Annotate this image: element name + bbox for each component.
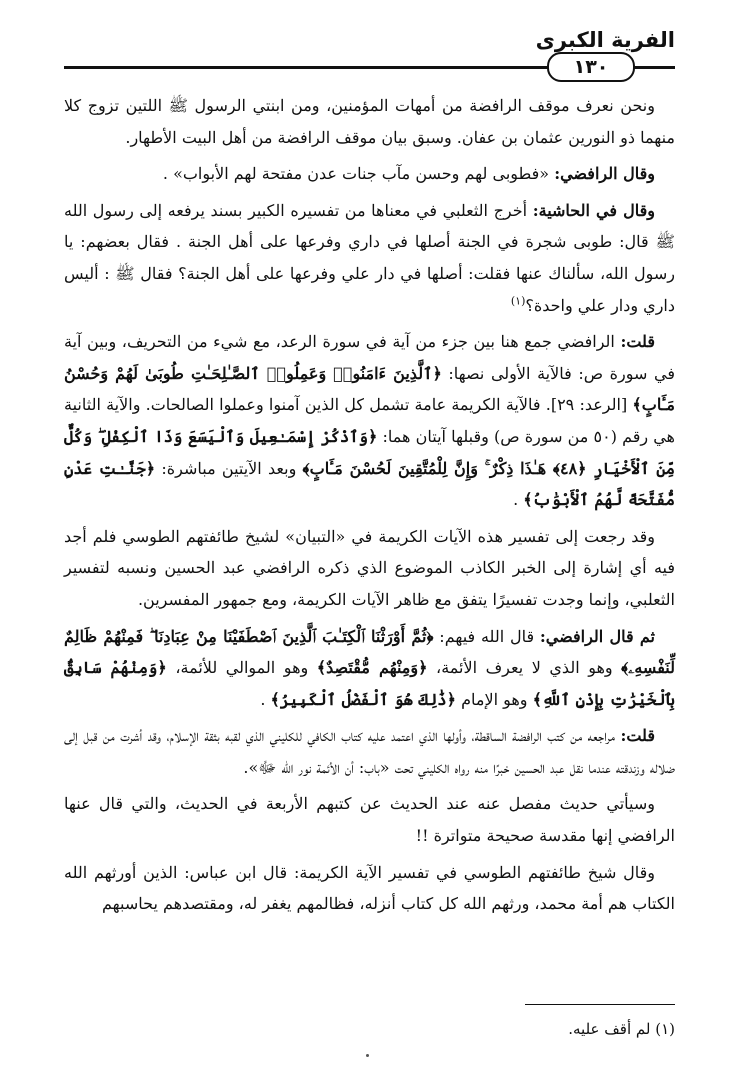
footnote-ref[interactable]: (١): [510, 294, 526, 308]
paragraph-1: [64, 90, 675, 153]
page-number: ١٣٠: [547, 52, 635, 82]
paragraph-text: «فطوبى لهم وحسن مآب جنات عدن مفتحة لهم الأبواب» .: [162, 164, 555, 184]
book-title: الفرية الكبرى: [535, 28, 675, 52]
paragraph-text: وهو الموالي للأئمة،: [166, 658, 317, 678]
paragraph-text: وبعد الآيتين مباشرة:: [155, 458, 303, 478]
paragraph-9: [64, 857, 675, 920]
paragraph-3: [64, 195, 675, 321]
paragraph-lead: ثم قال الرافضي:: [539, 626, 656, 646]
page-header: [64, 22, 675, 82]
paragraph-text: وهو الإمام: [456, 689, 533, 709]
paragraph-lead: قلت:: [620, 332, 655, 352]
paragraph-4: [64, 326, 675, 516]
paragraph-7: [64, 720, 675, 783]
quran-verse: ﴿ثُمَّ أَوْرَثْنَا ٱلْكِتَـٰبَ ٱلَّذِينَ ٱصْطَفَيْنَا مِنْ عِبَادِنَا ۖ فَمِنْهُمْ ظَالِمٌ لِّنَفْسِهِۦ﴾: [64, 626, 675, 678]
paragraph-text: وقال شيخ طائفتهم الطوسي في تفسير الآية الكريمة: قال ابن عباس: الذين أورثهم الله الكتاب هم أمة محمد، ورثهم الله كل كتاب أنزله، فظالمهم يغفر له، ومقتصدهم يحاسبهم: [64, 862, 675, 914]
paragraph-text: الرافضي جمع هنا بين جزء من آية في سورة الرعد، مع شيء من التحريف، وبين آية في سورة ص: فالآية الأولى نصها:: [64, 332, 676, 383]
paragraph-lead: قلت:: [620, 726, 655, 746]
paragraph-8: [64, 788, 675, 851]
quran-verse: ﴿جَنَّـٰتِ عَدْنٍ مُّفَتَّحَةً لَّهُمُ ٱلْأَبْوَٰبُ﴾: [64, 458, 675, 510]
paragraph-text: .: [513, 490, 524, 510]
paragraph-5: [64, 521, 675, 616]
paragraph-text: وقد رجعت إلى تفسير هذه الآيات الكريمة في «التبيان» لشيخ طائفتهم الطوسي فلم أجد فيه أي إشارة إلى الخبر الكاذب الموضوع الذي ذكره الرافضي عبد الحسين ونسبه لتفسير الثعلبي، وإنما وجدت تفسيرًا يتفق مع ظاهر الآيات الكريمة، ومع جمهور المفسرين.: [64, 526, 675, 609]
paragraph-2: [64, 158, 675, 190]
quran-verse: ﴿وَمِنْهُمْ سَابِقٌۢ بِٱلْخَيْرَٰتِ بِإِذْنِ ٱللَّهِ﴾: [64, 658, 675, 709]
footnote-rule: [525, 1004, 675, 1005]
paragraph-6: [64, 621, 675, 716]
quran-verse: ﴿ٱلَّذِينَ ءَامَنُوا۟ وَعَمِلُوا۟ ٱلصَّـٰلِحَـٰتِ طُوبَىٰ لَهُمْ وَحُسْنُ مَـَٔابٍ﴾: [64, 363, 675, 415]
quran-verse: ﴿ذَٰلِكَ هُوَ ٱلْفَضْلُ ٱلْكَبِيرُ﴾: [270, 689, 456, 709]
page-body: [64, 90, 675, 925]
paragraph-text: ونحن نعرف موقف الرافضة من أمهات المؤمنين، ومن ابنتي الرسول ﷺ اللتين تزوج كلا منهما ذو النورين عثمان بن عفان. وسبق بيان موقف الرافضة من أهل البيت الأطهار.: [64, 96, 675, 147]
paragraph-text: مراجعه من كتب الرافضة الساقطة، وأولها الذي اعتمد عليه كتاب الكافي للكليني الذي لقبه بثقة الإسلام، وقد أشرت من قبل إلى ضلاله وزندقته عندما نقل عبد الحسين خبرًا منه رواه الكليني تحت «باب: أن الأئمة نور الله ﷻ».: [64, 726, 675, 777]
paragraph-text: [الرعد: ٢٩]. فالآية الكريمة عامة تشمل كل الذين آمنوا وعملوا الصالحات. والآية الثانية هي رقم (٥٠ من سورة ص) وقبلها آيتان هما:: [64, 395, 675, 446]
quran-verse: ﴿وَٱذْكُرْ إِسْمَـٰعِيلَ وَٱلْيَسَعَ وَذَا ٱلْكِفْلِ ۖ وَكُلٌّ مِّنَ ٱلْأَخْيَارِ ﴿٤٨﴾ هَـٰذَا ذِكْرٌ ۚ وَإِنَّ لِلْمُتَّقِينَ لَحُسْنَ مَـَٔابٍ﴾: [64, 426, 675, 478]
page-dot: [366, 1054, 369, 1057]
paragraph-lead: وقال في الحاشية:: [532, 200, 655, 220]
paragraph-text: .: [260, 689, 271, 709]
paragraph-text: قال الله فيهم:: [433, 626, 540, 646]
quran-verse: ﴿وَمِنْهُم مُّقْتَصِدٌ﴾: [316, 658, 428, 678]
paragraph-text: أخرج الثعلبي في معناها من تفسيره الكبير بسند يرفعه إلى رسول الله ﷺ قال: طوبى شجرة في الجنة أصلها في داري وفرعها على أهل الجنة . فقال بعضهم: يا رسول الله، سألناك عنها فقلت: أصلها في دار علي وفرعها على أهل الجنة؟ فقال ﷺ : أليس داري ودار علي واحدة؟: [64, 200, 675, 315]
paragraph-text: وسيأتي حديث مفصل عنه عند الحديث عن كتبهم الأربعة في الحديث، والتي قال عنها الرافضي إنها مقدسة صحيحة متواترة !!: [64, 794, 675, 846]
paragraph-lead: وقال الرافضي:: [554, 164, 655, 184]
footnote-1: (١) لم أقف عليه.: [568, 1020, 675, 1038]
paragraph-text: وهو الذي لا يعرف الأئمة،: [427, 658, 622, 678]
